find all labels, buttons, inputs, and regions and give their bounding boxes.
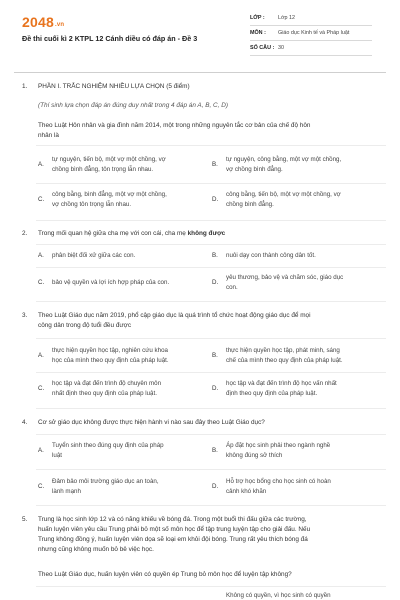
option-text: luật	[52, 452, 62, 459]
stem-emphasis: không được	[187, 230, 226, 237]
option-label: A.	[38, 447, 44, 454]
option-text: cảnh khó khăn	[226, 488, 267, 495]
option-divider	[36, 434, 386, 435]
option-text: chồng bình đẳng.	[226, 201, 274, 208]
meta-value: 30	[278, 45, 284, 51]
option-label: C.	[38, 483, 45, 490]
option-label: B.	[212, 161, 218, 168]
option-label: B.	[212, 352, 218, 359]
question-stem-line: Trung không đồng ý, huấn luyện viên dọa sẽ loại em khỏi đội bóng. Trung rất yêu thích bóng đá	[38, 536, 308, 543]
option-divider	[36, 586, 386, 587]
option-divider	[36, 267, 386, 268]
option-text: không đúng sở thích	[226, 452, 283, 459]
meta-key: SỐ CÂU :	[250, 45, 275, 51]
option-text: định theo quy định của pháp luật.	[226, 390, 318, 397]
question-number: 4.	[22, 419, 28, 426]
option-divider	[36, 220, 386, 221]
option-text: yêu thương, bảo vệ và chăm sóc, giáo dục	[226, 274, 344, 281]
option-text: học tập và đạt đến trình độ học vấn nhất	[226, 380, 337, 387]
option-text: con.	[226, 284, 238, 291]
question-stem-line: Cơ sở giáo dục không được thực hiện hành vi nào sau đây theo Luật Giáo dục?	[38, 419, 265, 426]
option-label: C.	[38, 385, 45, 392]
option-divider	[36, 408, 386, 409]
question-stem-line: nhưng cũng không muốn bỏ bê việc học.	[38, 546, 154, 553]
option-label: D.	[212, 385, 219, 392]
option-text: công bằng, tiến bộ, một vợ một chồng, vợ	[226, 191, 341, 198]
option-text: nhất định theo quy định của pháp luật.	[52, 390, 157, 397]
option-text: phân biệt đối xử giữa các con.	[52, 252, 136, 259]
meta-value: Giáo dục Kinh tế và Pháp luật	[278, 30, 350, 36]
option-text: lành mạnh	[52, 488, 81, 495]
option-label: B.	[212, 447, 218, 454]
question-stem-line: nhân là	[38, 132, 59, 139]
option-text: bảo vệ quyền và lợi ích hợp pháp của con.	[52, 279, 170, 286]
option-text: nuôi dạy con thành công dân tốt.	[226, 252, 316, 259]
option-label: D.	[212, 279, 219, 286]
option-text: Hỗ trợ học bổng cho học sinh có hoàn	[226, 478, 331, 485]
header-divider	[14, 72, 386, 73]
option-label: B.	[212, 252, 218, 259]
option-divider	[36, 145, 386, 146]
option-text: tự nguyện, tiến bộ, một vợ một chồng, vợ	[52, 156, 166, 163]
option-text: chồng bình đẳng, tôn trọng lẫn nhau.	[52, 166, 154, 173]
question-stem-line	[38, 229, 386, 239]
question-number: 3.	[22, 312, 28, 319]
question-stem-line: Theo Luật Giáo dục năm 2019, phổ cập giáo dục là quá trình tổ chức hoạt động giáo dục để mọi	[38, 312, 311, 319]
option-divider	[36, 183, 386, 184]
option-text: vợ chồng bình đẳng.	[226, 166, 283, 173]
question-number: 2.	[22, 230, 28, 237]
question-stem-line: huấn luyện viên yêu cầu Trung phải bỏ một số môn học để tập trung luyện tập cho giải đấu. Nếu	[38, 526, 311, 533]
meta-key: LỚP :	[250, 15, 265, 21]
option-divider	[36, 469, 386, 470]
option-label: C.	[38, 196, 45, 203]
option-text: Tuyển sinh theo đúng quy định của pháp	[52, 442, 164, 449]
meta-row-grade	[250, 11, 372, 26]
question-number: 1.	[22, 83, 28, 90]
option-divider	[36, 338, 386, 339]
option-text: thực hiện quyền học tập, nghiên cứu khoa	[52, 347, 168, 354]
option-text: học của mình theo quy định của pháp luật.	[52, 357, 169, 364]
option-label: A.	[38, 161, 44, 168]
option-divider	[36, 505, 386, 506]
option-label: C.	[38, 279, 45, 286]
question-stem-line: Theo Luật Giáo dục, huấn luyện viên có quyền ép Trung bỏ môn học để luyện tập không?	[38, 571, 292, 578]
option-text: Đảm bảo môi trường giáo dục an toàn,	[52, 478, 159, 485]
option-label: D.	[212, 196, 219, 203]
question-number: 5.	[22, 516, 28, 523]
section-instruction: (Thí sinh lựa chọn đáp án đúng duy nhất trong 4 đáp án A, B, C, D)	[38, 102, 228, 109]
option-text: Áp đặt học sinh phải theo ngành nghề	[226, 442, 331, 449]
option-text: thực hiện quyền học tập, phát minh, sáng	[226, 347, 340, 354]
page-header	[0, 0, 400, 66]
option-divider	[36, 244, 386, 245]
question-stem-line: Theo Luật Hôn nhân và gia đình năm 2014, một trong những nguyên tắc cơ bản của chế độ hôn	[38, 122, 311, 129]
meta-value: Lớp 12	[278, 15, 296, 21]
exam-meta-table	[250, 11, 372, 56]
option-divider	[36, 372, 386, 373]
option-text: công bằng, bình đẳng, một vợ một chồng,	[52, 191, 167, 198]
site-logo[interactable]: 2048.vn	[22, 14, 65, 30]
meta-row-count	[250, 41, 372, 56]
option-label: D.	[212, 483, 219, 490]
option-label: A.	[38, 252, 44, 259]
option-text: học tập và đạt đến trình độ chuyên môn	[52, 380, 162, 387]
option-text: tự nguyện, công bằng, một vợ một chồng,	[226, 156, 342, 163]
stem-text: Trong mối quan hệ giữa cha mẹ với con cái, cha mẹ	[38, 230, 188, 237]
option-label: A.	[38, 352, 44, 359]
question-stem-line: Trung là học sinh lớp 12 và có năng khiếu về bóng đá. Trong một buổi thi đấu giữa các trường,	[38, 516, 307, 523]
meta-key: MÔN :	[250, 30, 266, 36]
option-text: Không có quyền, vì học sinh có quyền	[226, 592, 331, 599]
exam-title: Đề thi cuối kì 2 KTPL 12 Cánh diều có đáp án - Đề 3	[22, 34, 198, 43]
section-heading: PHẦN I. TRẮC NGHIỆM NHIỀU LỰA CHỌN (5 điểm)	[38, 83, 190, 90]
option-text: chế của mình theo quy định của pháp luật.	[226, 357, 343, 364]
question-stem-line: công dân trong độ tuổi đều được	[38, 322, 132, 329]
option-divider	[36, 301, 386, 302]
option-text: vợ chồng tôn trọng lẫn nhau.	[52, 201, 132, 208]
meta-row-subject	[250, 26, 372, 41]
